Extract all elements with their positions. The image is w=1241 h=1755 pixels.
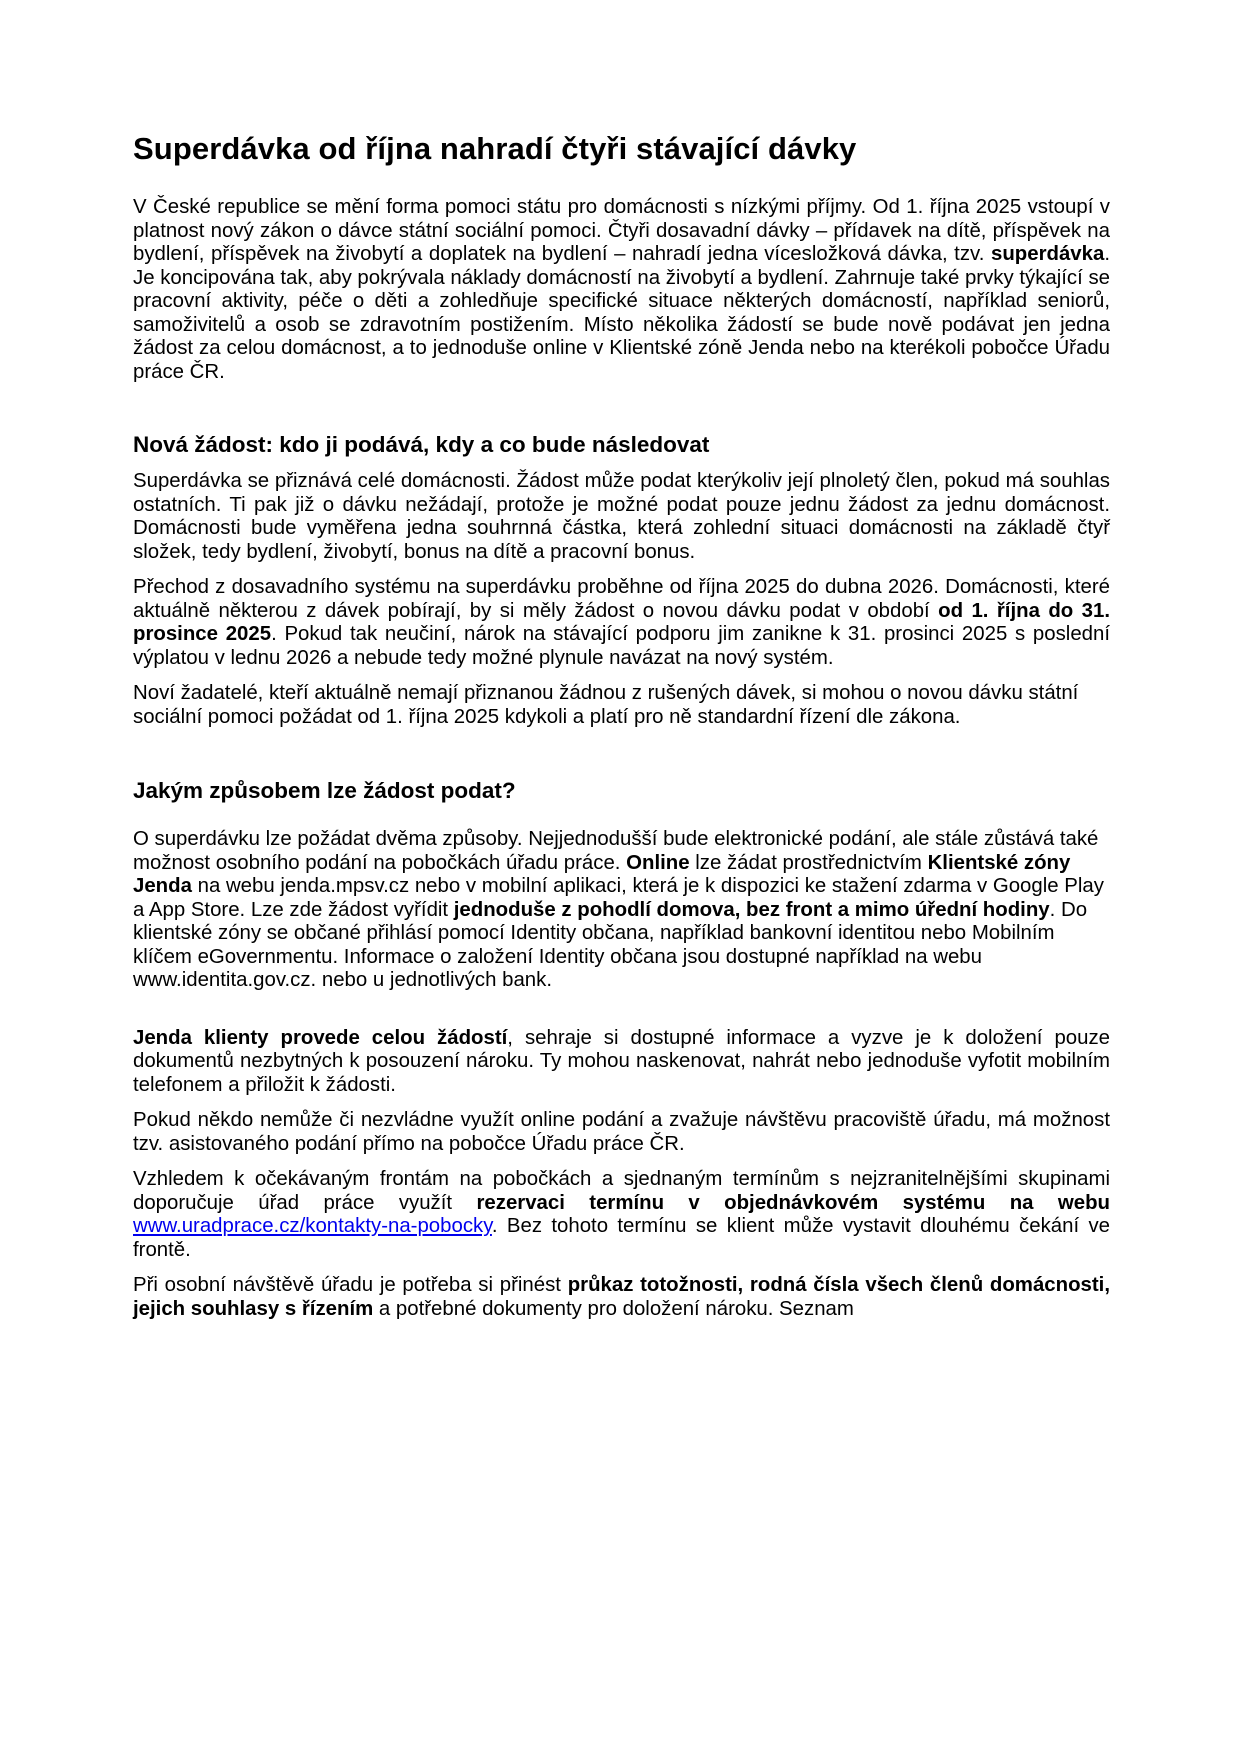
document-page bbox=[133, 130, 1110, 1321]
bold-text: Jenda klienty provede celou žádostí bbox=[133, 1026, 508, 1049]
intro-paragraph bbox=[133, 196, 1110, 384]
text-run: . Bez tohoto termínu se klient může vystavit dlouhému čekání ve frontě. bbox=[133, 1215, 1110, 1261]
section-how-to-apply bbox=[133, 776, 1110, 1321]
text-run: Superdávka se přiznává celé domácnosti. Žádost může podat kterýkoliv její plnoletý člen, pokud má souhlas ostatních. Ti pak již o dávku nežádají, protože je možné podat pouze jednu žádost za jednu domácnost. Domácnosti bude vyměřena jedna souhrnná částka, která zohlední situaci domácnosti na základě čtyř složek, tedy bydlení, živobytí, bonus na dítě a pracovní bonus. bbox=[133, 470, 1110, 563]
text-run: . Je koncipována tak, aby pokrývala náklady domácností na živobytí a bydlení. Zahrnuje také prvky týkající se pracovní aktivity, péče o děti a zohledňuje specifické situace některých domácností, například seniorů, samoživitelů a osob se zdravotním postižením. Místo několika žádostí se bude nově podávat jen jedna žádost za celou domácnost, a to jednoduše online v Klientské zóně Jenda nebo na kterékoli pobočce Úřadu práce ČR. bbox=[133, 243, 1110, 383]
paragraph bbox=[133, 1168, 1110, 1262]
paragraph bbox=[133, 1027, 1110, 1098]
text-run: . Do klientské zóny se občané přihlásí pomocí Identity občana, například bankovní identitou nebo Mobilním klíčem eGovernmentu. Informace o založení Identity občana jsou dostupné například na webu www.identita.gov.cz. nebo u jednotlivých bank. bbox=[133, 898, 1088, 991]
text-run: . Pokud tak neučiní, nárok na stávající podporu jim zanikne k 31. prosinci 2025 s poslední výplatou v lednu 2026 a nebude tedy možné plynule navázat na nový systém. bbox=[133, 623, 1111, 669]
bold-text: rezervaci termínu v objednávkovém systému na webu bbox=[476, 1191, 1111, 1214]
text-run: , sehraje si dostupné informace a vyzve je k doložení pouze dokumentů nezbytných k posouzení nároku. Ty mohou naskenovat, nahrát nebo jednoduše vyfotit mobilním telefonem a přiložit k žádosti. bbox=[133, 1026, 1111, 1096]
paragraph bbox=[133, 1274, 1110, 1321]
paragraph bbox=[133, 828, 1110, 993]
text-run: na webu jenda.mpsv.cz nebo v mobilní aplikaci, která je k dispozici ke stažení zdarma v Google Play a App Store. Lze zde žádost vyřídit bbox=[133, 875, 1104, 921]
paragraph bbox=[133, 682, 1110, 729]
text-run: lze žádat prostřednictvím bbox=[689, 851, 928, 874]
text-run: Pokud někdo nemůže či nezvládne využít online podání a zvažuje návštěvu pracoviště úřadu, má možnost tzv. asistovaného podání přímo na pobočce Úřadu práce ČR. bbox=[133, 1109, 1110, 1155]
text-run: Při osobní návštěvě úřadu je potřeba si přinést bbox=[133, 1274, 568, 1296]
paragraph bbox=[133, 1109, 1110, 1156]
text-run: Vzhledem k očekávaným frontám na pobočkách a sjednaným termínům s nejzranitelnějšími skupinami doporučuje úřad práce využít bbox=[133, 1168, 1110, 1214]
text-run: Přechod z dosavadního systému na superdávku proběhne od října 2025 do dubna 2026. Domácnosti, které aktuálně některou z dávek pobírají, by si měly žádost o novou dávku podat v období bbox=[133, 576, 1110, 622]
bold-text: superdávka bbox=[990, 243, 1105, 265]
bold-text: Online bbox=[626, 851, 690, 874]
bold-text: Klientské zóny Jenda bbox=[133, 851, 1071, 897]
text-run: a potřebné dokumenty pro doložení nároku. Seznam bbox=[373, 1297, 854, 1320]
section-new-application bbox=[133, 430, 1110, 729]
link-uradprace-branches[interactable]: www.uradprace.cz/kontakty-na-pobocky bbox=[133, 1215, 492, 1237]
bold-text: jednoduše z pohodlí domova, bez front a mimo úřední hodiny bbox=[453, 898, 1050, 921]
text-run: V České republice se mění forma pomoci státu pro domácnosti s nízkými příjmy. Od 1. října 2025 vstoupí v platnost nový zákon o dávce státní sociální pomoci. Čtyři dosavadní dávky – přídavek na dítě, příspěvek na bydlení, příspěvek na živobytí a doplatek na bydlení – nahradí jedna vícesložková dávka, tzv. bbox=[133, 196, 1110, 265]
text-run: O superdávku lze požádat dvěma způsoby. Nejjednodušší bude elektronické podání, ale stále zůstává také možnost osobního podání na pobočkách úřadu práce. bbox=[133, 828, 1099, 874]
section-heading: Nová žádost: kdo ji podává, kdy a co bude následovat bbox=[133, 432, 710, 457]
text-run: Noví žadatelé, kteří aktuálně nemají přiznanou žádnou z rušených dávek, si mohou o novou dávku státní sociální pomoci požádat od 1. října 2025 kdykoli a platí pro ně standardní řízení dle zákona. bbox=[133, 682, 1079, 728]
page-title: Superdávka od října nahradí čtyři stávající dávky bbox=[133, 131, 857, 166]
paragraph bbox=[133, 470, 1110, 564]
bold-text: od 1. října do 31. prosince 2025 bbox=[133, 599, 1110, 645]
bold-text: průkaz totožnosti, rodná čísla všech členů domácnosti, jejich souhlasy s řízením bbox=[133, 1274, 1110, 1320]
section-heading: Jakým způsobem lze žádost podat? bbox=[133, 778, 516, 803]
paragraph bbox=[133, 576, 1110, 670]
